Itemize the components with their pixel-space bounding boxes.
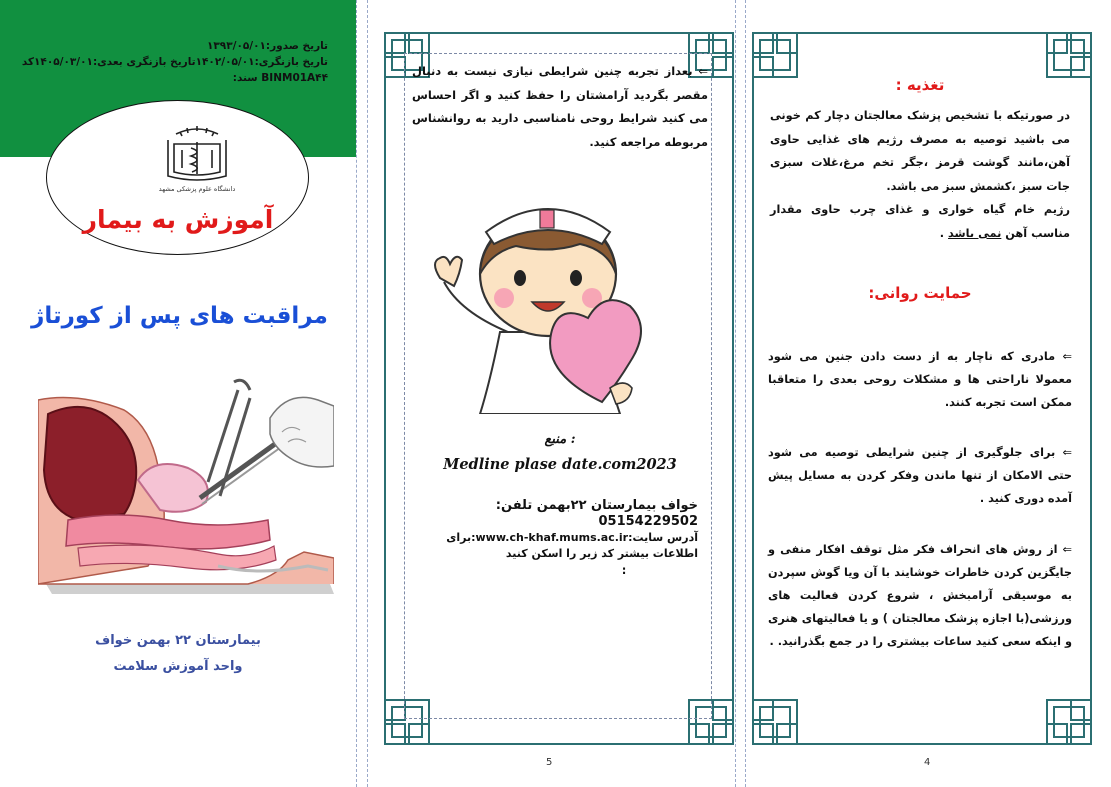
underlined-phrase: نمی باشد <box>948 226 1002 240</box>
corner-ornament-icon <box>752 32 798 78</box>
page-separator <box>735 0 736 787</box>
cover-panel <box>0 0 356 787</box>
qr-placeholder: : <box>621 563 627 577</box>
psych-support-heading: حمایت روانی: <box>868 284 972 302</box>
arrow-icon: ⇐ <box>698 64 708 78</box>
corner-ornament-icon <box>752 699 798 745</box>
hospital-phone: خواف بیمارستان ۲۲بهمن تلفن: 05154229502 <box>495 498 698 529</box>
topic-title: مراقبت های پس از کورتاژ <box>31 303 328 329</box>
contact-info <box>420 498 698 578</box>
list-item: ⇐ از روش های انحراف فکر مثل توقف افکار منفی و جایگزین کردن خاطرات خوشایند با آن ویا گوش سپردن به موسیقی آرامبخش ، شروع کردن فعالیت های ورزشی(با اجازه پزشک معالجتان ) و یا فعالیتهای هنری و اینکه سعی کنید ساعات بیشتری را در جمع بگذرانید. . <box>768 543 1072 648</box>
website-address: آدرس سایت:www.ch-khaf.mums.ac.ir:برای اطلاعات بیشتر کد زیر را اسکن کنید <box>446 531 698 560</box>
page-separator <box>367 0 368 787</box>
issue-date: تاریخ صدور:۱۳۹۳/۰۵/۰۱ <box>206 40 328 52</box>
cover-title: آموزش به بیمار <box>82 205 274 234</box>
nutrition-text-2: رژیم خام گیاه خواری و غذای چرب حاوی مقدار مناسب آهن نمی باشد . <box>770 203 1070 240</box>
advice-paragraph <box>412 60 708 154</box>
corner-ornament-icon <box>1046 32 1092 78</box>
arrow-icon: ⇐ <box>1062 350 1072 363</box>
nutrition-text <box>770 104 1070 245</box>
document-code: BINM01A۴۴ سند: <box>232 72 328 84</box>
document-info <box>8 38 328 86</box>
medical-procedure-illustration <box>38 370 334 594</box>
list-item: ⇐ مادری که ناچار به از دست دادن جنین می شود معمولا ناراحتی ها و مشکلات روحی بعدی را متعاقبا ممکن است تجربه کنند. <box>768 350 1072 409</box>
advice-text: بعداز تجربه چنین شرایطی نیازی نیست به دنبال مقصر بگردید آرامشتان را حفظ کنید و اگر احساس می کنید شرایط روحی نامناسبی دارید به روانشناس مربوطه مراجعه کنید. <box>412 64 708 149</box>
list-item: ⇐ برای جلوگیری از چنین شرایطی توصیه می شود حتی الامکان از تنها ماندن وفکر کردن به مسایل پیش آمده دوری کنید . <box>768 446 1072 505</box>
corner-ornament-icon <box>1046 699 1092 745</box>
source-label: منبع : <box>544 432 576 447</box>
department-name: واحد آموزش سلامت <box>113 659 243 674</box>
arrow-icon: ⇐ <box>1062 543 1072 556</box>
page-separator <box>356 0 357 787</box>
hospital-name: بیمارستان ۲۲ بهمن خواف <box>95 633 261 648</box>
cover-footer <box>60 628 296 680</box>
page-separator <box>745 0 746 787</box>
page-number-5: 5 <box>546 757 553 768</box>
source-reference: Medline plase date.com2023 <box>443 456 677 473</box>
nutrition-text-1: در صورتیکه با تشخیص پزشک معالجتان دچار کم خونی می باشید توصیه به مصرف رژیم های غذایی حاوی آهن،مانند گوشت قرمز ،جگر تخم مرغ،غلات سبزی جات سبز ،کشمش سبز می باشد. <box>770 109 1070 193</box>
university-logo-icon <box>154 124 240 194</box>
page-number-4: 4 <box>924 757 931 768</box>
review-date: تاریخ بازنگری:۱۴۰۲/۰۵/۰۱تاریخ بازنگری بعدی:۱۴۰۵/۰۳/۰۱کد <box>21 56 328 68</box>
arrow-icon: ⇐ <box>1062 446 1072 459</box>
svg-text:دانشگاه علوم پزشکی مشهد: دانشگاه علوم پزشکی مشهد <box>158 185 236 193</box>
nurse-holding-heart-illustration <box>420 182 682 414</box>
nutrition-heading: تغذیه : <box>895 76 945 94</box>
